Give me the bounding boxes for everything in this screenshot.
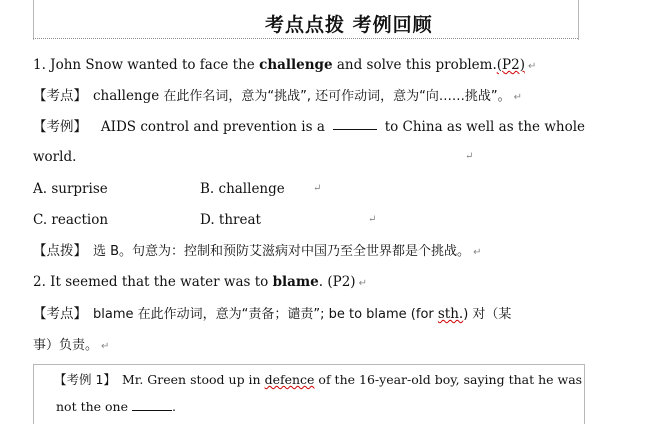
paragraph-mark-icon: ↵ — [368, 214, 377, 225]
example-box — [33, 364, 585, 424]
box-line-1 — [54, 371, 582, 389]
answer-blank — [333, 117, 377, 130]
point-tag: 【考点】 — [33, 306, 87, 322]
item1-point — [33, 86, 522, 108]
box-tag: 【考例 1】 — [54, 372, 116, 387]
box-line-2 — [56, 398, 176, 416]
paragraph-mark-icon: ↵ — [358, 278, 367, 289]
example-tag: 【考例】 — [33, 119, 87, 135]
box-end: . — [171, 399, 176, 414]
paragraph-mark-icon: ↵ — [513, 92, 522, 103]
paragraph-mark-icon: ↵ — [101, 341, 110, 352]
paragraph-mark-icon: ↵ — [527, 61, 537, 72]
option-a: A. surprise — [33, 181, 108, 197]
box-post: of the 16-year-old boy, saying that he was — [314, 372, 583, 387]
item1-sentence-pre: 1. John Snow wanted to face the — [33, 57, 260, 73]
tip-tag: 【点拨】 — [33, 243, 87, 259]
item1-example-pre: AIDS control and prevention is a — [100, 119, 325, 135]
item2-sentence-post: . (P2) — [318, 274, 356, 290]
answer-blank — [132, 398, 172, 411]
item1-sentence-post: and solve this problem. — [332, 57, 497, 73]
box-defence: defence — [264, 372, 315, 387]
item1-keyword: challenge — [259, 57, 333, 73]
item2-point-text-1: blame 在此作动词，意为“责备；谴责”; be to blame (for — [93, 307, 438, 322]
item1-tip — [33, 241, 481, 263]
paragraph-mark-icon: ↵ — [313, 183, 322, 194]
option-c: C. reaction — [33, 212, 109, 228]
item1-page-ref: (P2) — [496, 57, 525, 73]
box-cont: not the one — [56, 399, 128, 414]
item1-sentence — [33, 55, 536, 77]
item2-point-cont — [33, 335, 109, 357]
option-d: D. threat — [200, 212, 261, 228]
item2-keyword: blame — [272, 274, 319, 290]
item1-point-text: 在此作名词，意为“挑战”, 还可作动词，意为“向……挑战”。 — [159, 89, 511, 104]
item1-example-cont — [33, 147, 76, 167]
option-b: B. challenge — [200, 181, 285, 197]
item2-point — [33, 304, 511, 325]
item1-tip-text: 选 B。句意为：控制和预防艾滋病对中国乃至全世界都是个挑战。 — [93, 244, 471, 259]
item1-example-cont-text: world. — [33, 149, 77, 165]
paragraph-mark-icon: ↵ — [473, 247, 482, 258]
item2-sentence-pre: 2. It seemed that the water was to — [33, 274, 273, 290]
item1-point-word: challenge — [93, 88, 160, 104]
item1-example-post: to China as well as the whole — [384, 119, 585, 135]
item2-point-cont-text: 事）负责。 — [33, 338, 99, 353]
item2-point-sth: sth. — [437, 306, 464, 322]
item2-point-text-2: ) 对（某 — [463, 307, 512, 322]
paragraph-mark-icon: ↵ — [465, 151, 474, 162]
box-pre: Mr. Green stood up in — [121, 372, 265, 387]
item1-example — [33, 117, 585, 137]
point-tag: 【考点】 — [33, 88, 87, 104]
item2-sentence — [33, 272, 367, 294]
page-title: 考点点拨 考例回顾 — [265, 14, 433, 36]
margin-guide-right — [578, 0, 579, 40]
